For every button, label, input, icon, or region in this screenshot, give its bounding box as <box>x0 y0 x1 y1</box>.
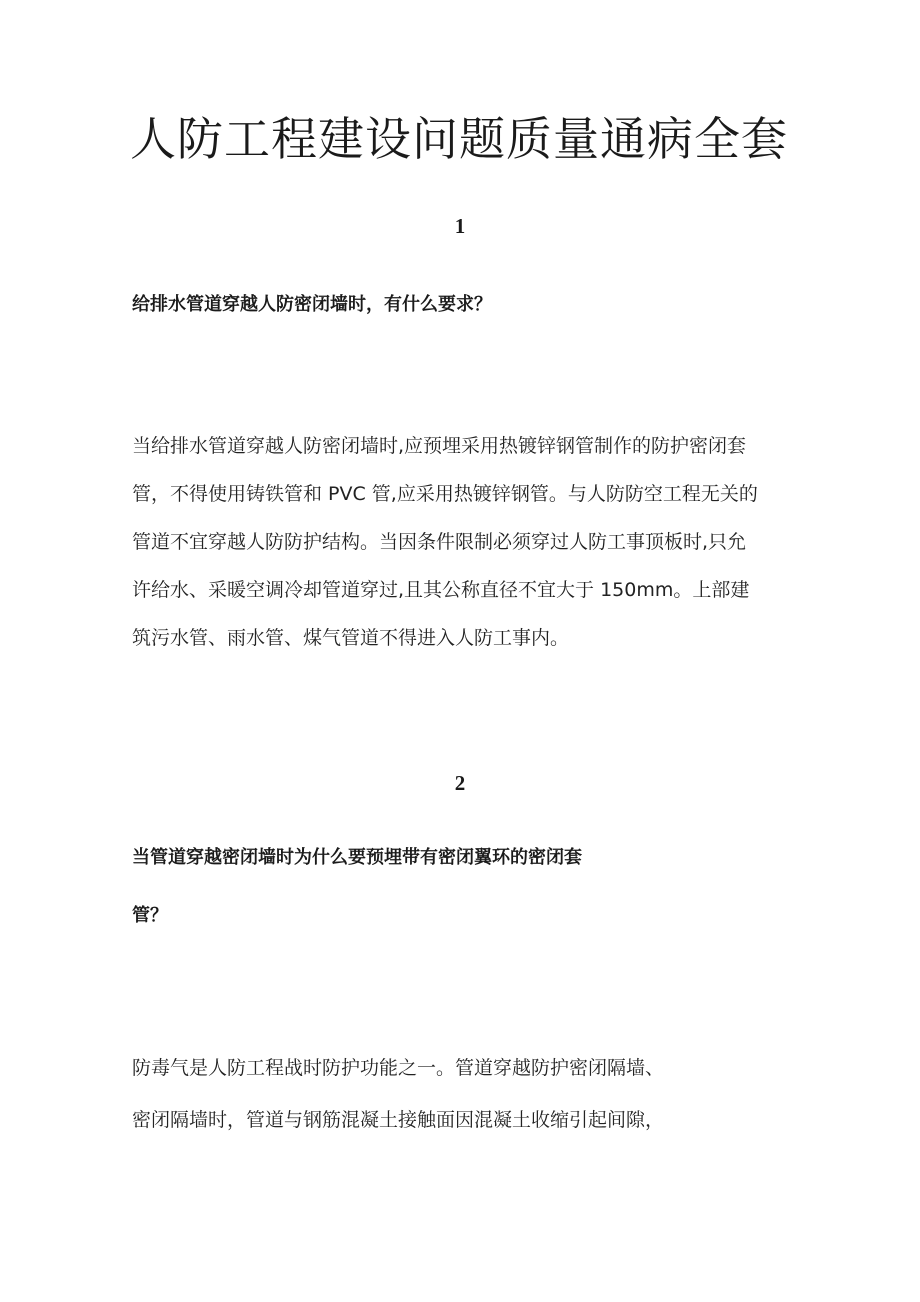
question-line: 管？ <box>132 905 168 926</box>
answer-line: 筑污水管、雨水管、煤气管道不得进入人防工事内。 <box>132 627 570 649</box>
section-number: 1 <box>454 214 466 238</box>
answer-line: 许给水、采暖空调冷却管道穿过,且其公称直径不宜大于 150mm。上部建 <box>132 579 750 601</box>
answer-line: 管道不宜穿越人防防护结构。当因条件限制必须穿过人防工事顶板时,只允 <box>132 531 747 553</box>
section-question <box>132 843 792 959</box>
section-question <box>132 290 792 320</box>
document-title: 人防工程建设问题质量通病全套 <box>130 112 788 166</box>
section-number: 2 <box>454 771 466 795</box>
answer-line: 密闭隔墙时，管道与钢筋混凝土接触面因混凝土收缩引起间隙， <box>132 1109 665 1131</box>
question-line: 给排水管道穿越人防密闭墙时，有什么要求？ <box>132 294 492 315</box>
section-answer <box>132 422 792 662</box>
question-line: 当管道穿越密闭墙时为什么要预埋带有密闭翼环的密闭套 <box>132 847 582 868</box>
section-answer <box>132 1052 792 1156</box>
answer-line: 防毒气是人防工程战时防护功能之一。管道穿越防护密闭隔墙、 <box>132 1057 665 1079</box>
answer-line: 管，不得使用铸铁管和 PVC 管,应采用热镀锌钢管。与人防防空工程无关的 <box>132 483 758 505</box>
answer-line: 当给排水管道穿越人防密闭墙时,应预埋采用热镀锌钢管制作的防护密闭套 <box>132 435 747 457</box>
